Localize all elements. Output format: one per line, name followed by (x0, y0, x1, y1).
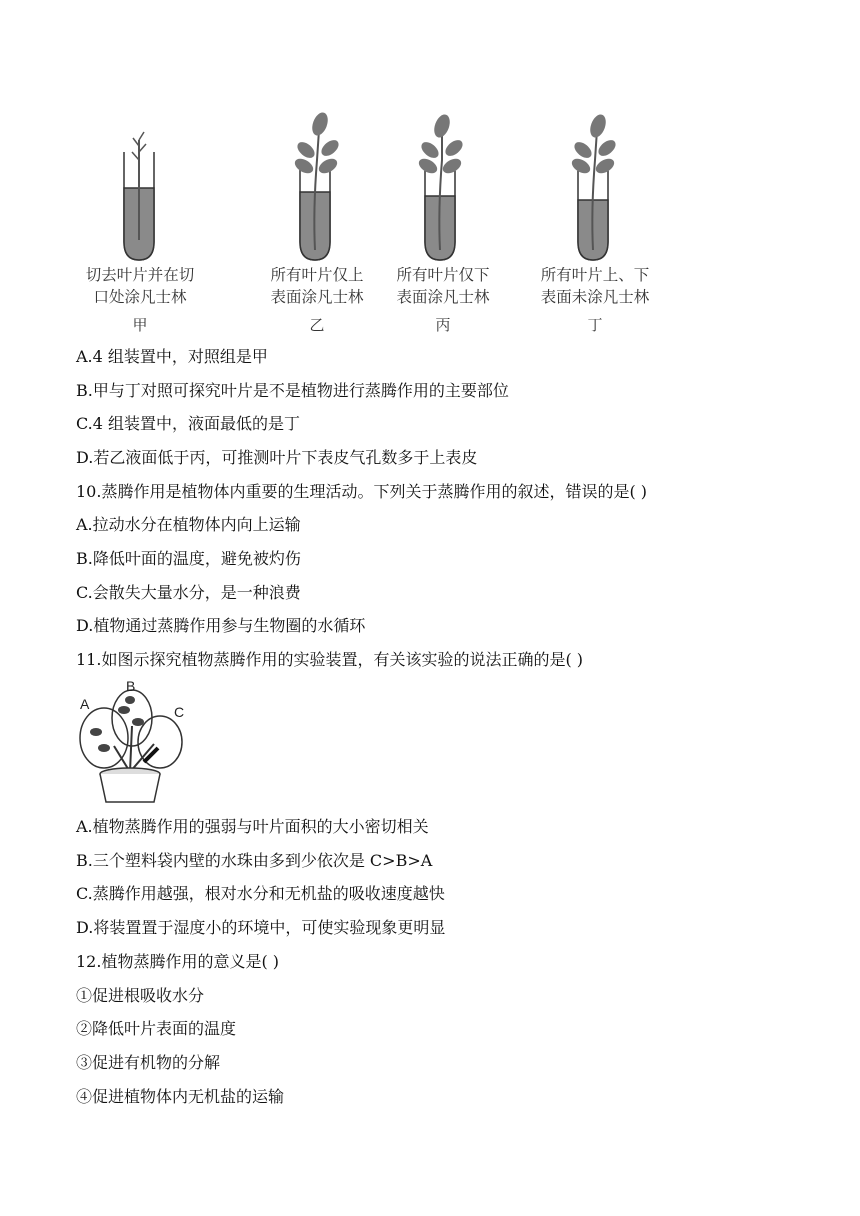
tube-yi-drawing (292, 110, 341, 260)
q11-option-a: A.植物蒸腾作用的强弱与叶片面积的大小密切相关 (76, 817, 429, 836)
tube-tag-yi: 乙 (309, 316, 325, 334)
tube-caption-yi: 所有叶片仅上 表面涂凡士林 (270, 266, 364, 306)
q10-option-a: A.拉动水分在植物体内向上运输 (76, 515, 301, 534)
q10-option-b: B.降低叶面的温度，避免被灼伤 (76, 549, 301, 568)
q12-item-2: ②降低叶片表面的温度 (76, 1019, 237, 1038)
tube-tag-bing: 丙 (435, 316, 451, 334)
bag-label-c: C (174, 704, 185, 720)
q11-option-b: B.三个塑料袋内壁的水珠由多到少依次是 C>B>A (76, 851, 433, 870)
q10-option-c: C.会散失大量水分，是一种浪费 (76, 583, 301, 602)
transpiration-tubes-figure (70, 100, 670, 340)
q11-option-c: C.蒸腾作用越强，根对水分和无机盐的吸收速度越快 (76, 884, 445, 903)
q12-stem: 12.植物蒸腾作用的意义是( ) (76, 952, 280, 971)
q9-option-c: C.4 组装置中，液面最低的是丁 (76, 414, 301, 433)
q9-option-a: A.4 组装置中，对照组是甲 (76, 347, 268, 366)
q12-item-4: ④促进植物体内无机盐的运输 (76, 1087, 285, 1106)
tube-ding-drawing (569, 112, 618, 260)
potted-plant-figure (74, 676, 194, 806)
bag-label-b: B (126, 678, 136, 694)
tube-caption-bing: 所有叶片仅下 表面涂凡士林 (396, 266, 490, 306)
q10-option-d: D.植物通过蒸腾作用参与生物圈的水循环 (76, 616, 366, 635)
q10-stem: 10.蒸腾作用是植物体内重要的生理活动。下列关于蒸腾作用的叙述，错误的是( ) (76, 482, 648, 501)
tube-tag-jia: 甲 (132, 316, 148, 334)
tube-caption-ding: 所有叶片上、下 表面未涂凡士林 (540, 266, 650, 306)
bag-label-a: A (80, 696, 90, 712)
tube-tag-ding: 丁 (587, 316, 603, 334)
q9-option-d: D.若乙液面低于丙，可推测叶片下表皮气孔数多于上表皮 (76, 448, 478, 467)
q9-option-b: B.甲与丁对照可探究叶片是不是植物进行蒸腾作用的主要部位 (76, 381, 509, 400)
potted-plant-illustration (74, 676, 194, 806)
tube-bing-drawing (416, 112, 465, 260)
q11-stem: 11.如图示探究植物蒸腾作用的实验装置，有关该实验的说法正确的是( ) (76, 650, 584, 669)
tube-jia-drawing (124, 118, 154, 260)
tube-caption-jia: 切去叶片并在切 口处涂凡士林 (85, 266, 195, 306)
q12-item-3: ③促进有机物的分解 (76, 1053, 221, 1072)
q11-option-d: D.将装置置于湿度小的环境中，可使实验现象更明显 (76, 918, 446, 937)
q12-item-1: ①促进根吸收水分 (76, 986, 205, 1005)
